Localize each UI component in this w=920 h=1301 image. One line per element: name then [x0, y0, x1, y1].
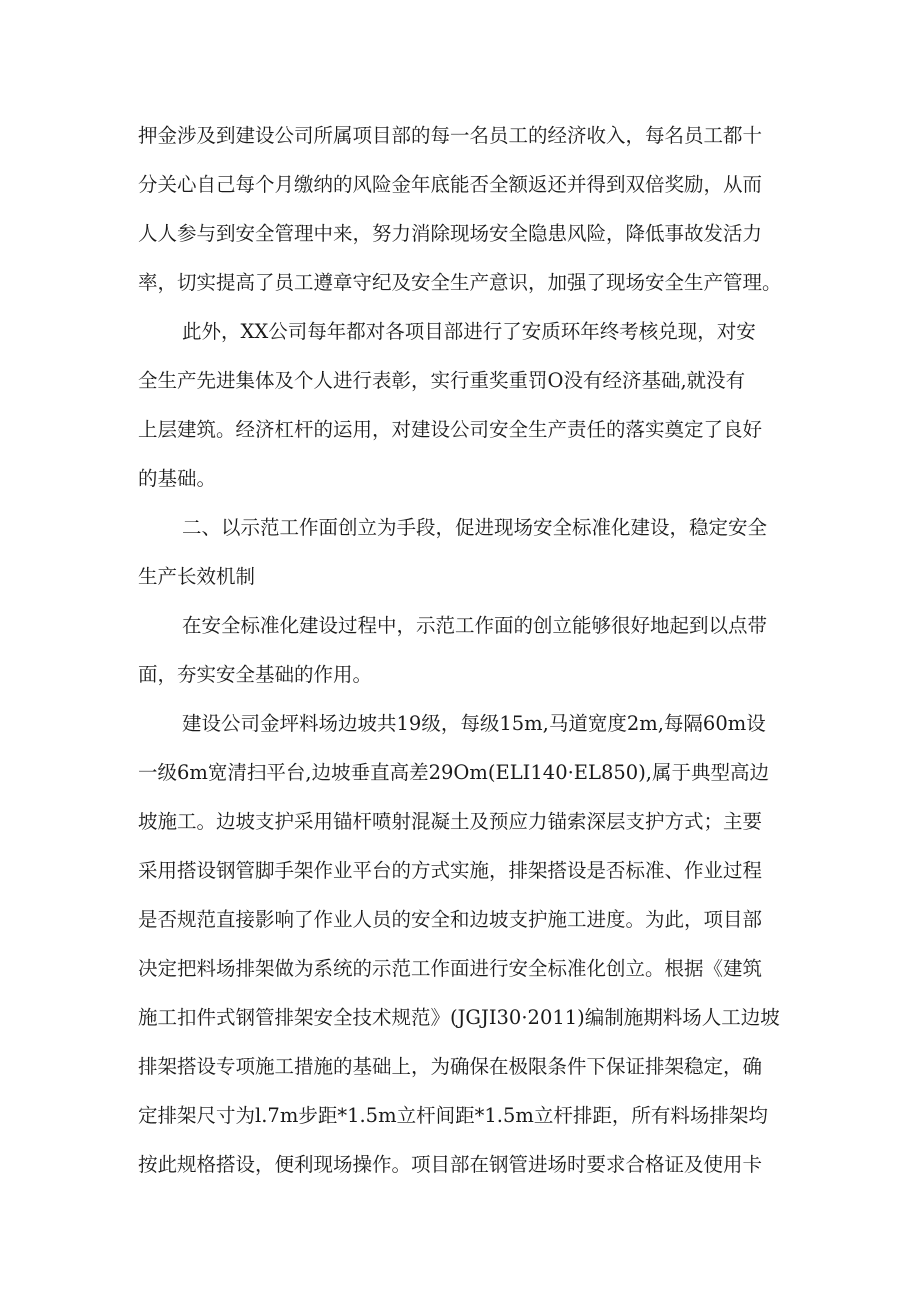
paragraph-line: 上层建筑。经济杠杆的运用，对建设公司安全生产责任的落实奠定了良好	[138, 418, 763, 441]
paragraph-line: 面，夯实安全基础的作用。	[138, 663, 373, 686]
section-heading-line: 二、以示范工作面创立为手段，促进现场安全标准化建设，稳定安全	[182, 516, 768, 539]
paragraph-line: 坡施工。边坡支护采用锚杆喷射混凝土及预应力锚索深层支护方式；主要	[138, 810, 763, 833]
paragraph-line: 全生产先进集体及个人进行表彰，实行重奖重罚O没有经济基础,就没有	[138, 369, 746, 392]
paragraph-line: 建设公司金坪料场边坡共19级，每级15m,马道宽度2m,每隔60m设	[182, 712, 766, 735]
paragraph-line: 人人参与到安全管理中来，努力消除现场安全隐患风险，降低事故发活力	[138, 222, 763, 245]
paragraph-line: 按此规格搭设，便利现场操作。项目部在钢管进场时要求合格证及使用卡	[138, 1153, 763, 1176]
paragraph-line: 决定把料场排架做为系统的示范工作面进行安全标准化创立。根据《建筑	[138, 957, 763, 980]
paragraph-line: 的基础。	[138, 467, 217, 490]
paragraph-line: 此外，XX公司每年都对各项目部进行了安质环年终考核兑现，对安	[182, 320, 756, 343]
paragraph-line: 一级6m宽清扫平台,边坡垂直高差29Om(ELI140·EL850),属于典型高边	[138, 761, 770, 784]
section-heading-line: 生产长效机制	[138, 565, 256, 588]
paragraph-line: 施工扣件式钢管排架安全技术规范》(JGJI30·2011)编制施期料场人工边坡	[138, 1006, 780, 1029]
paragraph-line: 排架搭设专项施工措施的基础上，为确保在极限条件下保证排架稳定，确	[138, 1055, 763, 1078]
paragraph-line: 分关心自己每个月缴纳的风险金年底能否全额返还并得到双倍奖励，从而	[138, 173, 763, 196]
paragraph-line: 押金涉及到建设公司所属项目部的每一名员工的经济收入，每名员工都十	[138, 124, 763, 147]
paragraph-line: 定排架尺寸为l.7m步距*1.5m立杆间距*1.5m立杆排距，所有料场排架均	[138, 1104, 768, 1127]
paragraph-line: 采用搭设钢管脚手架作业平台的方式实施，排架搭设是否标准、作业过程	[138, 859, 763, 882]
paragraph-line: 在安全标准化建设过程中，示范工作面的创立能够很好地起到以点带	[182, 614, 768, 637]
paragraph-line: 率，切实提高了员工遵章守纪及安全生产意识，加强了现场安全生产管理。	[138, 271, 782, 294]
paragraph-line: 是否规范直接影响了作业人员的安全和边坡支护施工进度。为此，项目部	[138, 908, 763, 931]
